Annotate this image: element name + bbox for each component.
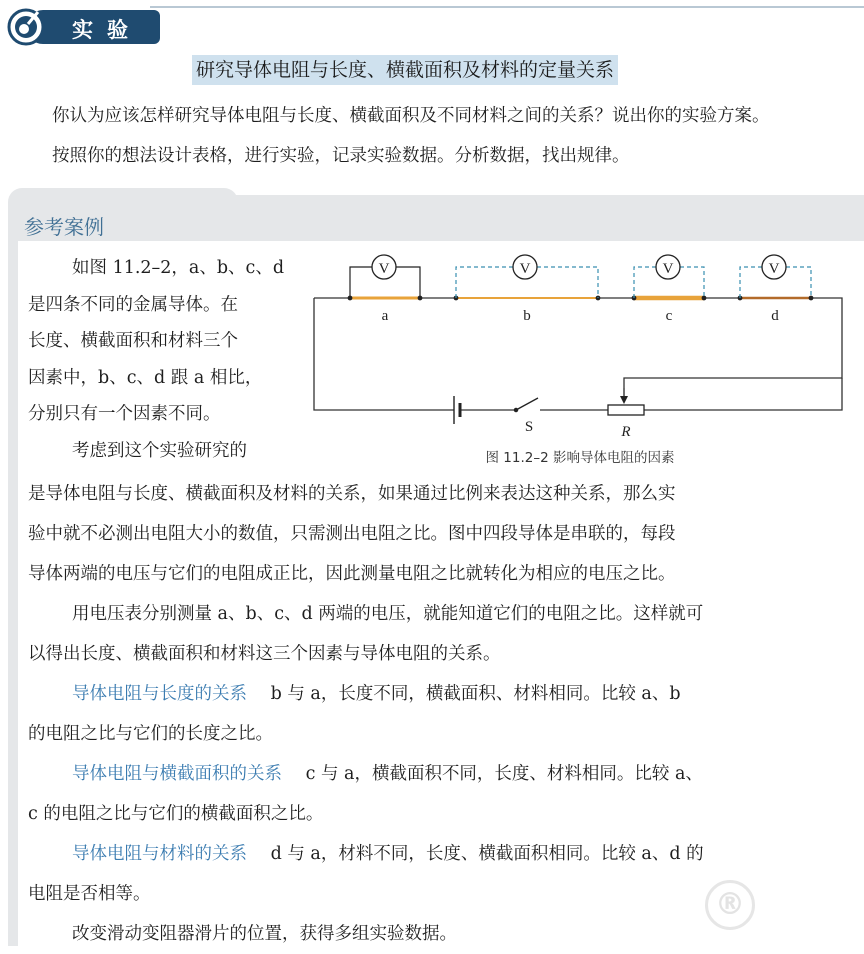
final-line: 改变滑动变阻器滑片的位置，获得多组实验数据。 xyxy=(72,924,457,944)
case-text-line: 考虑到这个实验研究的 xyxy=(72,440,247,461)
body-line: 用电压表分别测量 a、b、c、d 两端的电压，就能知道它们的电阻之比。这样就可 xyxy=(72,604,704,624)
voltmeter-c-symbol: V xyxy=(662,261,674,277)
voltmeter-a-symbol: V xyxy=(378,261,390,277)
conductor-d xyxy=(738,296,814,301)
length-relation-text: b 与 a，长度不同，横截面积、材料相同。比较 a、b xyxy=(270,684,681,704)
intro-section xyxy=(30,96,860,176)
voltmeter-b xyxy=(513,255,537,279)
area-relation-heading: 导体电阻与横截面积的关系 xyxy=(72,764,282,784)
conductor-c xyxy=(632,296,707,301)
rheostat-label: R xyxy=(621,424,631,440)
flask-icon xyxy=(6,8,48,46)
intro-line: 按照你的想法设计表格，进行实验，记录实验数据。分析数据，找出规律。 xyxy=(52,146,630,166)
battery-symbol xyxy=(454,396,460,424)
length-relation-cont: 的电阻之比与它们的长度之比。 xyxy=(28,724,273,744)
body-line: 导体两端的电压与它们的电阻成正比，因此测量电阻之比就转化为相应的电压之比。 xyxy=(28,564,676,584)
length-relation-heading: 导体电阻与长度的关系 xyxy=(72,684,247,704)
case-text-line: 是四条不同的金属导体。在 xyxy=(28,294,238,315)
area-relation-text: c 与 a，横截面积不同，长度、材料相同。比较 a、 xyxy=(305,764,703,784)
voltmeter-d xyxy=(762,255,786,279)
label-d: d xyxy=(771,308,779,324)
case-text-line: 因素中，b、c、d 跟 a 相比， xyxy=(28,367,263,388)
circuit-wires xyxy=(314,298,842,410)
material-relation-heading: 导体电阻与材料的关系 xyxy=(72,844,247,864)
switch-label: S xyxy=(524,419,534,435)
intro-line: 你认为应该怎样研究导体电阻与长度、横截面积及不同材料之间的关系？说出你的实验方案。 xyxy=(52,106,770,126)
case-left-column xyxy=(28,250,302,469)
voltmeter-a xyxy=(372,255,396,279)
area-relation xyxy=(28,754,858,794)
experiment-title: 研究导体电阻与长度、横截面积及材料的定量关系 xyxy=(192,55,618,85)
area-relation-cont: c 的电阻之比与它们的横截面积之比。 xyxy=(28,804,324,824)
voltmeter-d-symbol: V xyxy=(768,261,780,277)
material-relation-text: d 与 a，材料不同，长度、横截面积相同。比较 a、d 的 xyxy=(270,844,704,864)
badge-label: 实验 xyxy=(72,18,142,42)
header-rule xyxy=(150,6,864,8)
case-text-line: 分别只有一个因素不同。 xyxy=(28,404,221,424)
section-badge xyxy=(6,8,162,46)
body-line: 验中就不必测出电阻大小的数值，只需测出电阻之比。图中四段导体是串联的，每段 xyxy=(28,524,676,544)
conductor-b xyxy=(454,296,601,301)
conductor-a xyxy=(348,296,423,301)
label-a: a xyxy=(381,308,389,324)
reference-case-title: 参考案例 xyxy=(24,215,104,239)
body-line: 是导体电阻与长度、横截面积及材料的关系，如果通过比例来表达这种关系，那么实 xyxy=(28,484,676,504)
material-relation xyxy=(28,834,858,874)
case-text-line: 长度、横截面积和材料三个 xyxy=(28,331,238,351)
voltmeter-b-symbol: V xyxy=(519,261,531,277)
body-line: 以得出长度、横截面积和材料这三个因素与导体电阻的关系。 xyxy=(28,644,501,664)
registered-watermark: ® xyxy=(705,880,755,930)
rheostat-symbol xyxy=(608,388,644,415)
circuit-diagram xyxy=(308,248,848,470)
material-relation-cont: 电阻是否相等。 xyxy=(28,884,151,904)
length-relation xyxy=(28,674,858,714)
figure-caption: 图 11.2–2 影响导体电阻的因素 xyxy=(485,450,675,466)
case-text-line: 如图 11.2–2，a、b、c、d xyxy=(72,258,285,278)
label-c: c xyxy=(665,308,673,324)
switch-symbol xyxy=(514,398,538,412)
voltmeter-c xyxy=(656,255,680,279)
label-b: b xyxy=(523,308,531,324)
